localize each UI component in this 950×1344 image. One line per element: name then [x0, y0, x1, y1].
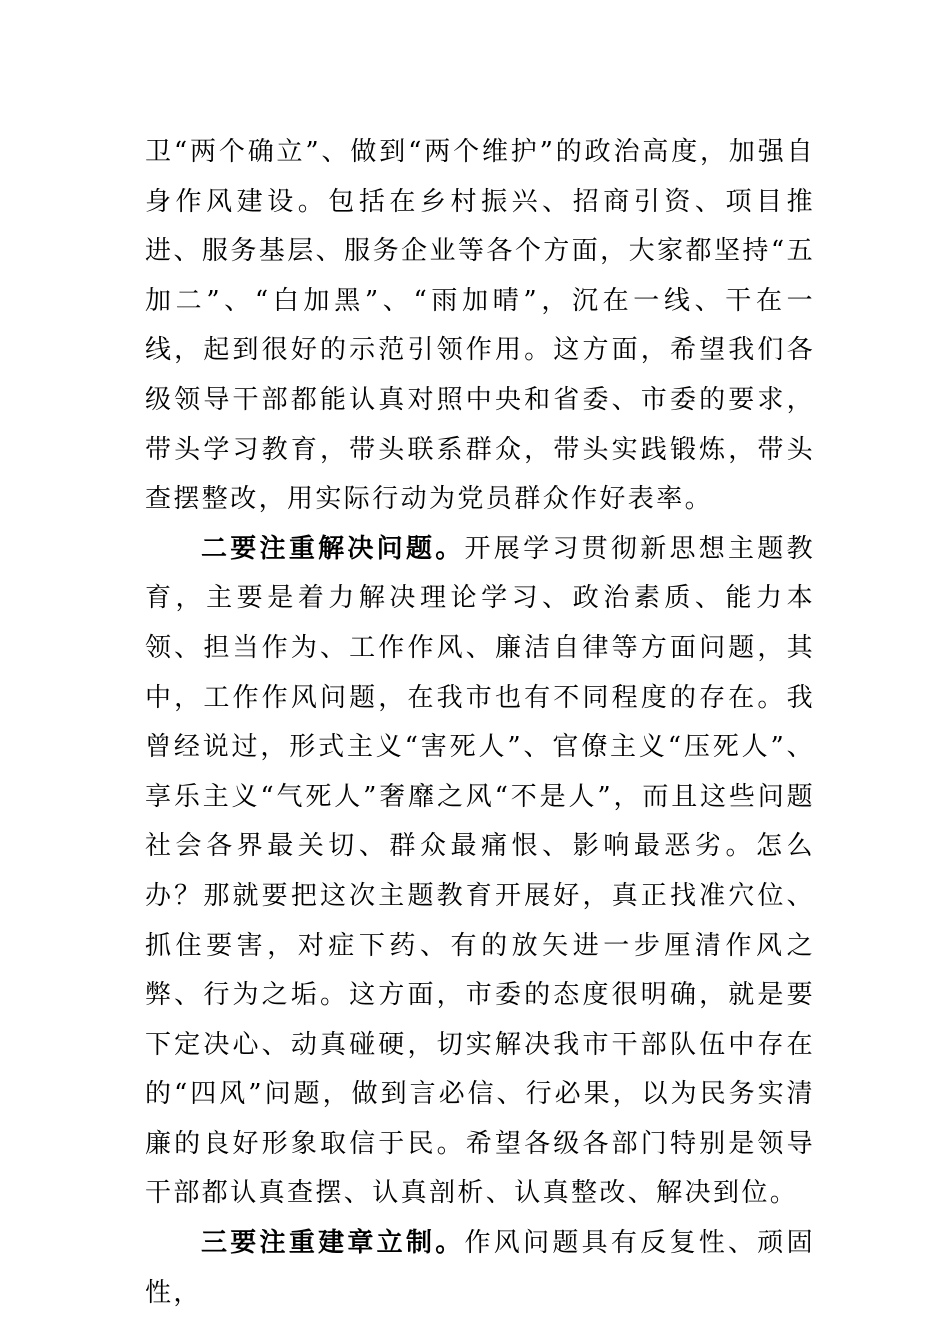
paragraph-2 — [145, 525, 815, 1219]
paragraph-text: 开展学习贯彻新思想主题教育，主要是着力解决理论学习、政治素质、能力本领、担当作为、工作作风、廉洁自律等方面问题，其中，工作作风问题，在我市也有不同程度的存在。我曾经说过，形式主义“害死人”、官僚主义“压死人”、享乐主义“气死人”奢靡之风“不是人”，而且这些问题社会各界最关切、群众最痛恨、影响最恶劣。怎么办？那就要把这次主题教育开展好，真正找准穴位、抓住要害，对症下药、有的放矢进一步厘清作风之弊、行为之垢。这方面，市委的态度很明确，就是要下定决心、动真碰硬，切实解决我市干部队伍中存在的“四风”问题，做到言必信、行必果，以为民务实清廉的良好形象取信于民。希望各级各部门特别是领导干部都认真查摆、认真剖析、认真整改、解决到位。 — [145, 533, 815, 1209]
paragraph-text: 卫“两个确立”、做到“两个维护”的政治高度，加强自身作风建设。包括在乡村振兴、招商引资、项目推进、服务基层、服务企业等各个方面，大家都坚持“五加二”、“白加黑”、“雨加晴”，沉在一线、干在一线，起到很好的示范引领作用。这方面，希望我们各级领导干部都能认真对照中央和省委、市委的要求，带头学习教育，带头联系群众，带头实践锻炼，带头查摆整改，用实际行动为党员群众作好表率。 — [145, 137, 815, 515]
paragraph-heading: 二要注重解决问题。 — [201, 533, 465, 564]
paragraph-1 — [145, 128, 815, 525]
paragraph-text: 作风问题具有反复性、顽固性， — [145, 1228, 815, 1308]
paragraph-heading: 三要注重建章立制。 — [201, 1228, 465, 1259]
document-body — [145, 128, 815, 1318]
paragraph-3 — [145, 1219, 815, 1318]
